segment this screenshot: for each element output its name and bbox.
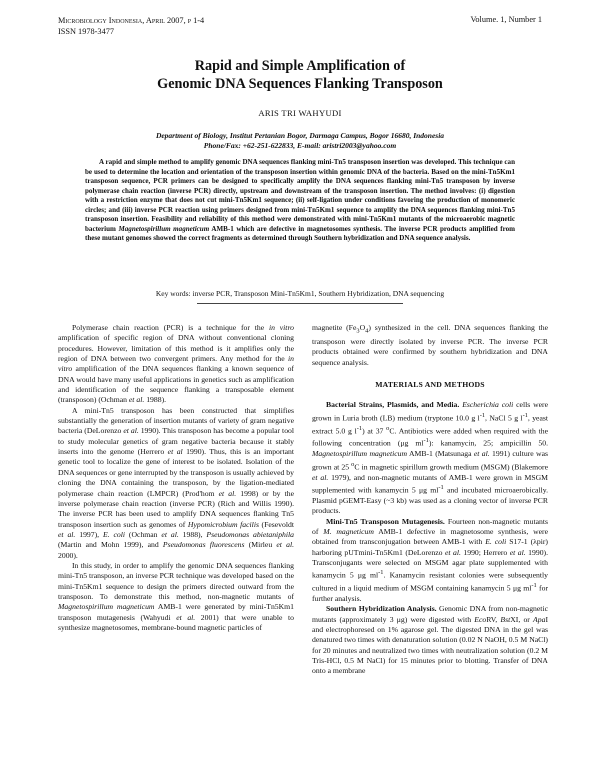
- paragraph-southern: Southern Hybridization Analysis. Genomic DNA from non-magnetic mutants (approximately 3 μg) were digested with EcoRV, BstXI, or ApaI and electrophoresed on 1% agarose gel. The digested DNA in the gel was denatured two times with denaturation solution (0.02 N NaOH, 0.5 M NaCl) for 20 minutes and neutralized two times with neutralization solution (0.2 M Tris-HCl, 0.5 M NaCl) for 15 minutes prior to blotting. Transfer of DNA onto a membrane: [312, 604, 548, 676]
- issn: ISSN 1978-3477: [58, 27, 115, 36]
- affiliation-line-2: Phone/Fax: +62-251-622833, E-mail: aristri2003@yahoo.com: [203, 141, 397, 150]
- title-line-2: Genomic DNA Sequences Flanking Transposon: [157, 76, 443, 92]
- paper-title: [0, 57, 600, 93]
- paragraph-strains: Bacterial Strains, Plasmids, and Media. Escherichia coli cells were grown in Luria broth (LB) medium (tryptone 10.0 g $l^{-1}$, NaCl 5 g $l^{-1}$, yeast extract 5.0 g $l^{-1}$) at 37 $^o$C. Antibiotics were added when required with the following concentration (μg $ml^{-1}$): kanamycin, 25; ampicillin 50. Magnetospirillum magneticum AMB-1 (Matsunaga et al. 1991) culture was grown at 25 $^o$C in magnetic spirillum growth medium (MSGM) (Blakemore et al. 1979), and non-magnetic mutants of AMB-1 were grown in MSGM supplemented with kanamycin 5 μg $ml^{-1}$ and incubated microaerobically. Plasmid pGEMT-Easy (~3 kb) was used as a cloning vector of inverse PCR products.: [312, 400, 549, 516]
- paragraph-intro-1: Polymerase chain reaction (PCR) is a technique for the in vitro amplification of specific region of DNA without conventional cloning procedures. However, limitation of this method is it amplifies only the region of DNA between two convergent primers. Any method for the in vitro amplification of the DNA sequences flanking a known sequence of DNA would have many useful applications in genetics such as amplification and identification of the sequence flanking a transposable element (transposon) (Ochman et al. 1988).: [58, 323, 294, 405]
- left-column: [58, 323, 294, 633]
- right-column: [312, 323, 548, 677]
- abstract-text: A rapid and simple method to amplify genomic DNA sequences flanking mini-Tn5 transposon insertion was developed. This technique can be used to determine the location and orientation of the transposon insertion within genomic DNA of the bacteria. Based on the mini-Tn5Km1 transposon sequence, PCR primers can be designed to specifically amplify the DNA sequences flanking mini-Tn5 transposon by inverse polymerase chain reaction (inverse PCR) directly, upstream and downstream of the transposon insertion. The method involves: (i) digestion with a restriction enzyme that does not cut mini-Tn5Km1 sequence; (ii) self-ligation under conditions favoring the production of monomeric circles; and (iii) inverse PCR reaction using primers designed from mini-Tn5Km1 sequence to amplify the DNA sequences flanking mini-Tn5 transposon insertion. Feasibility and reliability of this method were demonstrated with mini-Tn5Km1 mutants of the microaerobic magnetic bacterium: [85, 158, 515, 233]
- keywords: Key words: inverse PCR, Transposon Mini-Tn5Km1, Southern Hybridization, DNA sequencing: [155, 289, 445, 298]
- title-line-1: Rapid and Simple Amplification of: [194, 58, 406, 74]
- divider-rule: [197, 303, 403, 304]
- abstract-text: AMB-1 which are defective in magnetosomes synthesis. The inverse PCR products amplified from these mutant genomes showed the correct fragments as determined through Southern hybridization and DNA sequence analysis.: [85, 224, 515, 242]
- abstract: [85, 158, 515, 244]
- section-heading: MATERIALS AND METHODS: [375, 379, 485, 389]
- paragraph-mutagenesis: Mini-Tn5 Transposon Mutagenesis. Fourteen non-magnetic mutants of M. magneticum AMB-1 defective in magnetosome synthesis, were obtained from transconjugation between AMB-1 with E. coli S17-1 (λpir) harboring pUTmini-Tn5Km1 (DeLorenzo et al. 1990; Herrero et al. 1990). Transconjugants were selected on MSGM agar plate supplemented with kanamycin 5 μg $ml^{-1}$. Kanamycin resistant colonies were subsequently cultured in a liquid medium of MSGM containing kanamycin 5 μg $ml^{-1}$ for further analysis.: [312, 516, 549, 604]
- author: ARIS TRI WAHYUDI: [258, 108, 342, 118]
- paragraph-intro-3: In this study, in order to amplify the genomic DNA sequences flanking mini-Tn5 transposon, an inverse PCR technique was developed based on the mini-Tn5Km1 sequence to design the primers directed outward from the transposon. To demonstrate this method, non-magnetic mutants of Magnetospirillum magneticum AMB-1 were generated by mini-Tn5Km1 transposon mutagenesis (Wahyudi et al. 2001) that were unable to synthesize magnetosomes, membrane-bound magnetic particles of: [58, 560, 295, 632]
- abstract-species: Magnetospirillum magneticum: [118, 224, 210, 233]
- affiliation-line-1: Department of Biology, Institut Pertanian Bogor, Darmaga Campus, Bogor 16680, Indonesia: [155, 131, 445, 140]
- journal-citation: Microbiology Indonesia, April 2007, p 1-4: [58, 16, 205, 25]
- paragraph-intro-2: A mini-Tn5 transposon has been constructed that simplifies substantially the generation of insertion mutants of variety of gram negative bacteria (DeLorenzo et al. 1990). This transposon has become a popular tool to study molecular genetics of gram negative bacteria because it stably inserts into the genome (Herrero et al 1990). Thus, this is an important genetic tool to localize the gene of interest to be isolated. Isolation of the DNA sequences or gene interrupted by the transposon is usually achieved by cloning the DNA containing the transposon, by the ligation-mediated polymerase chain reaction (LMPCR) (Prod'hom et al. 1998) or by the inverse polymerase chain reaction (inverse PCR) (Rich and Willis 1990). The inverse PCR has been used to amplify DNA sequences flanking Tn5 transposon insertion such as genomes of Hypomicrobium facilis (Fesevoldt et al. 1997), E. coli (Ochman et al. 1988), Pseudomonas abietaniphila (Martin and Mohn 1999), and Pseudomonas fluorescens (Mirleu et al. 2000).: [58, 405, 295, 560]
- running-header: [58, 15, 204, 37]
- volume-info: Volume. 1, Number 1: [470, 15, 542, 24]
- paragraph-intro-4: magnetite $(Fe_3O_4)$ synthesized in the cell. DNA sequences flanking the transposon were directly isolated by inverse PCR. The inverse PCR products obtained were confirmed by southern hybridization and DNA sequence analysis.: [312, 323, 549, 367]
- affiliation: [0, 131, 600, 151]
